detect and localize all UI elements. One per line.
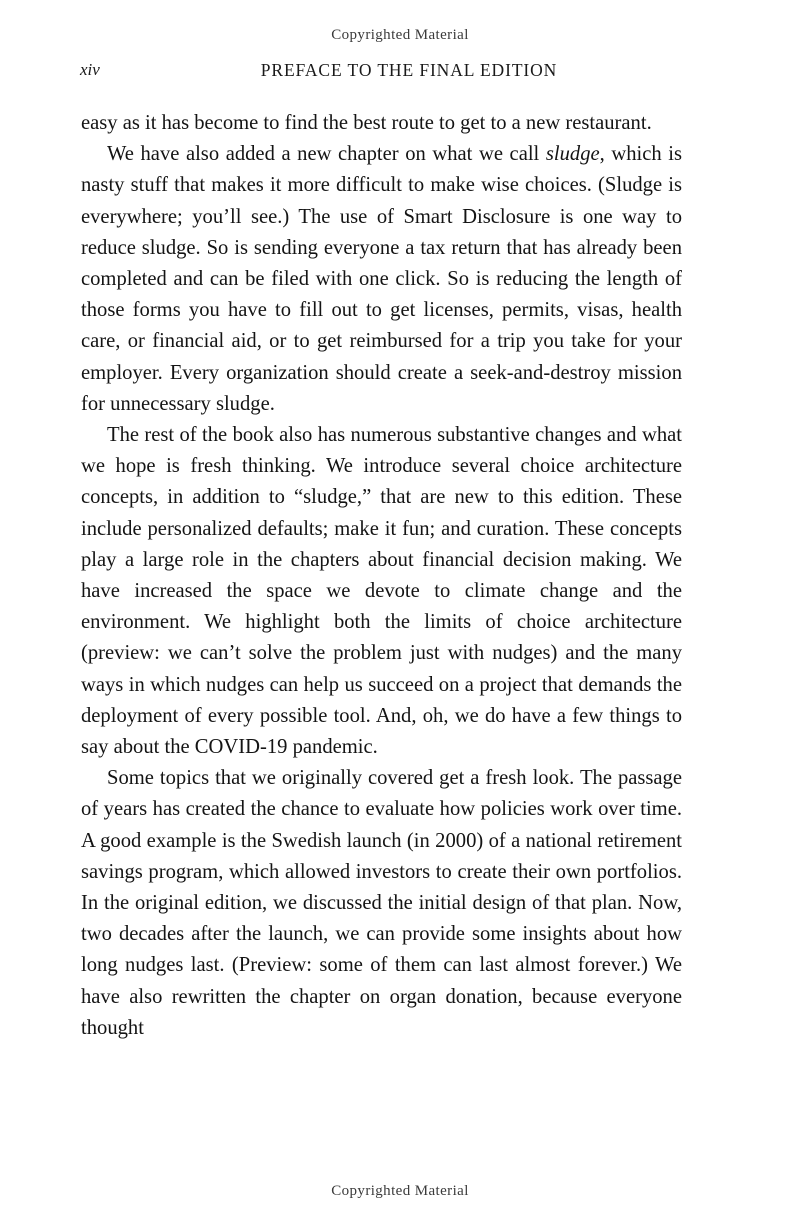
copyright-watermark-bottom: Copyrighted Material — [331, 1183, 469, 1199]
copyright-watermark-top: Copyrighted Material — [331, 27, 469, 43]
paragraph: easy as it has become to find the best route to get to a new restaurant. — [81, 112, 652, 134]
paragraph: Some topics that we originally covered get a fresh look. The passage of years has created the chance to evaluate how policies work over time. A good example is the Swedish launch (in 2000) of a national retirement savings program, which allowed investors to create their own portfolios. In the original edition, we discussed the initial design of that plan. Now, two decades after the launch, we can provide some insights about how long nudges last. (Preview: some of them can last almost forever.) We have also rewritten the chapter on organ donation, because everyone thought — [81, 767, 682, 1039]
body-text — [81, 108, 682, 1044]
running-title: PREFACE TO THE FINAL EDITION — [260, 60, 558, 80]
paragraph: We have also added a new chapter on what we call sludge, which is nasty stuff that makes it more difficult to make wise choices. (Sludge is everywhere; you’ll see.) The use of Smart Disclosure is one way to reduce sludge. So is sending everyone a tax return that has already been completed and can be filed with one click. So is reducing the length of those forms you have to fill out to get licenses, permits, visas, health care, or financial aid, or to get reimbursed for a trip you take for your employer. Every organization should create a seek-and-destroy mission for unnecessary sludge. — [81, 143, 682, 415]
page-number: xiv — [80, 60, 100, 79]
paragraph: The rest of the book also has numerous substantive changes and what we hope is fresh thinking. We introduce several choice architecture concepts, in addition to “sludge,” that are new to this edition. These include personalized defaults; make it fun; and curation. These concepts play a large role in the chapters about financial decision making. We have increased the space we devote to climate change and the environment. We highlight both the limits of choice architecture (preview: we can’t solve the problem just with nudges) and the many ways in which nudges can help us succeed on a project that demands the deployment of every possible tool. And, oh, we do have a few things to say about the COVID-19 pandemic. — [81, 424, 682, 759]
running-head — [80, 60, 720, 84]
